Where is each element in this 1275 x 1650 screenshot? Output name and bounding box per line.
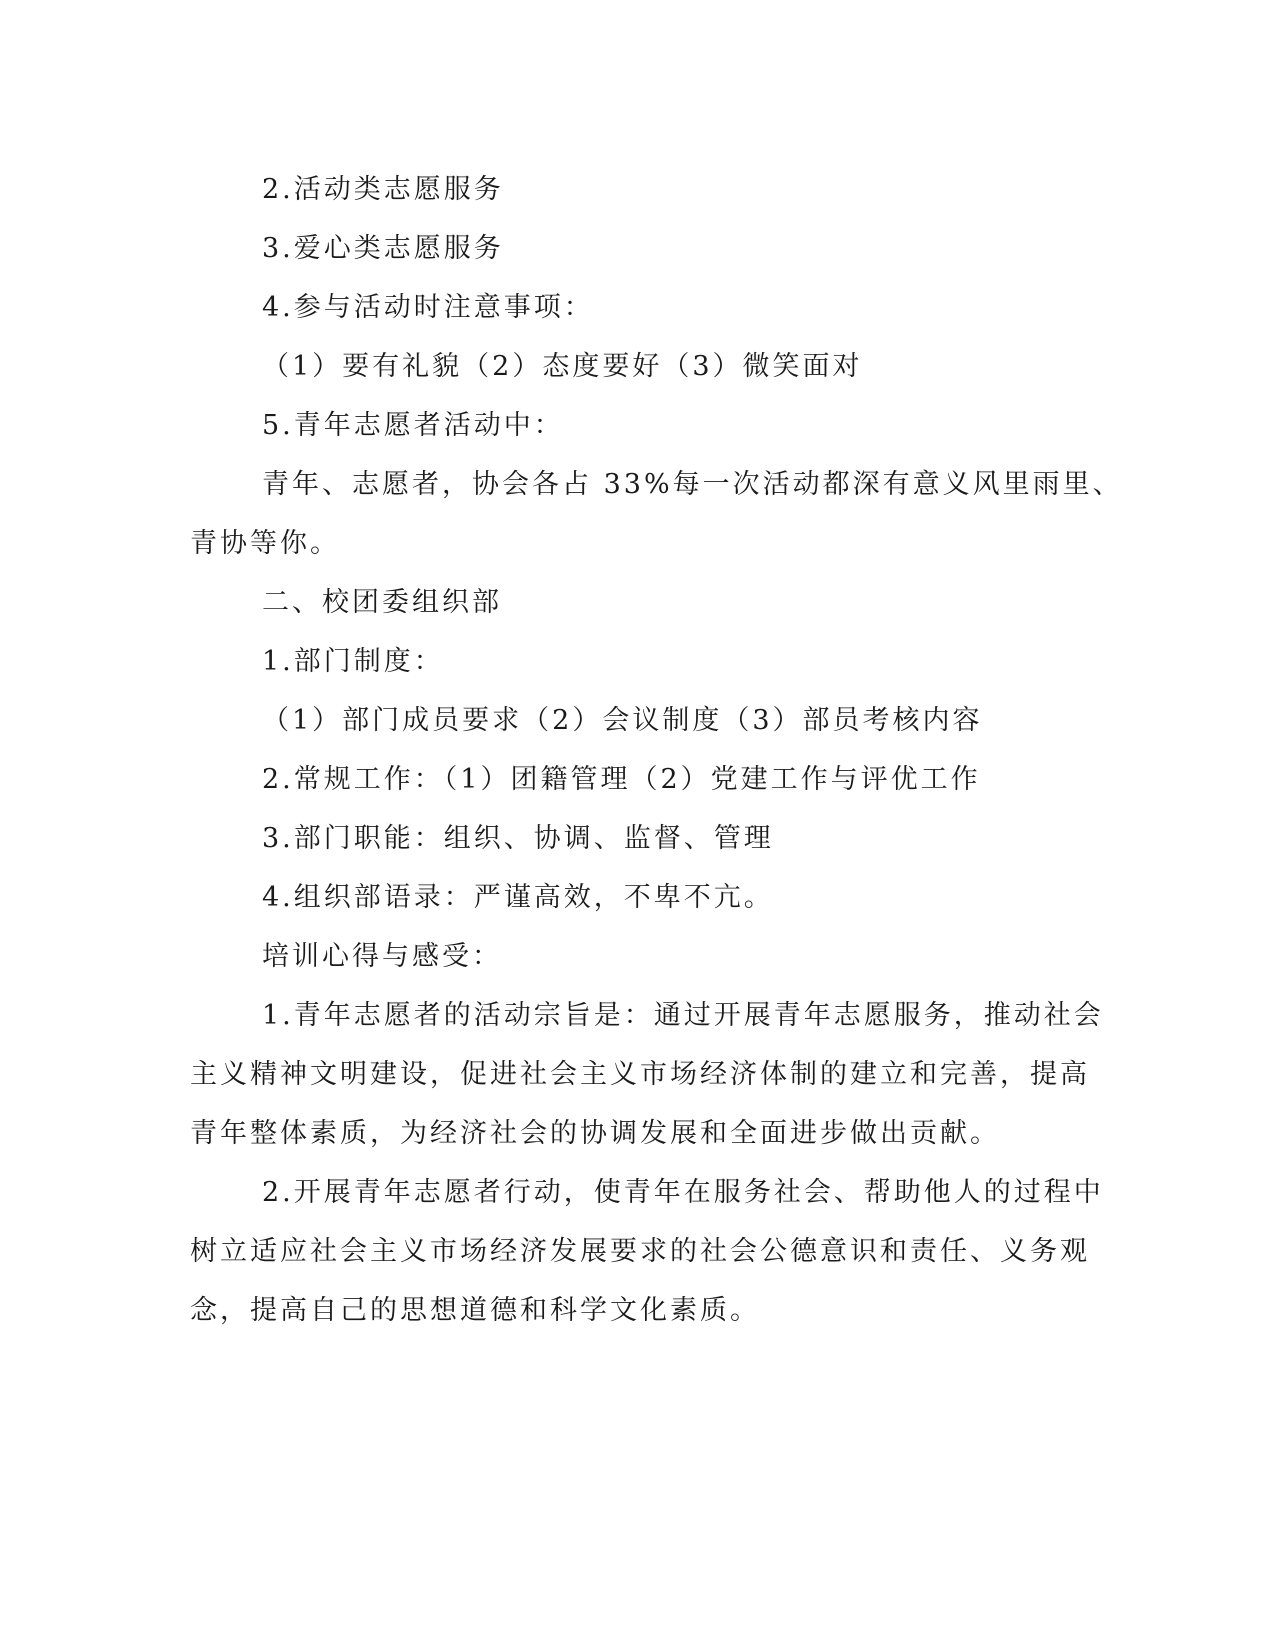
list-item-dept-functions: 3.部门职能：组织、协调、监督、管理 [262, 823, 774, 854]
paragraph-line: 青年整体素质，为经济社会的协调发展和全面进步做出贡献。 [190, 1118, 1000, 1149]
list-item-charity-volunteer: 3.爱心类志愿服务 [262, 233, 504, 264]
list-item-dept-motto: 4.组织部语录：严谨高效，不卑不亢。 [262, 882, 774, 913]
paragraph-line: 青协等你。 [190, 528, 340, 559]
list-item-youth-volunteer: 5.青年志愿者活动中： [262, 410, 564, 441]
list-item-activity-volunteer: 2.活动类志愿服务 [262, 174, 504, 205]
subsection-heading: 培训心得与感受： [262, 941, 502, 972]
list-item-routine-work: 2.常规工作：（1）团籍管理（2）党建工作与评优工作 [262, 764, 981, 795]
paragraph-line: 青年、志愿者，协会各占 33%每一次活动都深有意义风里雨里、 [262, 469, 1123, 500]
paragraph-line: 念，提高自己的思想道德和科学文化素质。 [190, 1295, 760, 1326]
list-item-dept-rules: 1.部门制度： [262, 646, 444, 677]
dept-rules-detail: （1）部门成员要求（2）会议制度（3）部员考核内容 [262, 705, 983, 736]
paragraph-line: 1.青年志愿者的活动宗旨是：通过开展青年志愿服务，推动社会 [262, 1000, 1104, 1031]
paragraph-line: 2.开展青年志愿者行动，使青年在服务社会、帮助他人的过程中 [262, 1177, 1104, 1208]
paragraph-line: 主义精神文明建设，促进社会主义市场经济体制的建立和完善，提高 [190, 1059, 1090, 1090]
paragraph-line: 树立适应社会主义市场经济发展要求的社会公德意识和责任、义务观 [190, 1236, 1090, 1267]
list-item-activity-notes: 4.参与活动时注意事项： [262, 292, 594, 323]
section-heading: 二、校团委组织部 [262, 587, 502, 618]
notes-detail: （1）要有礼貌（2）态度要好（3）微笑面对 [262, 351, 863, 382]
